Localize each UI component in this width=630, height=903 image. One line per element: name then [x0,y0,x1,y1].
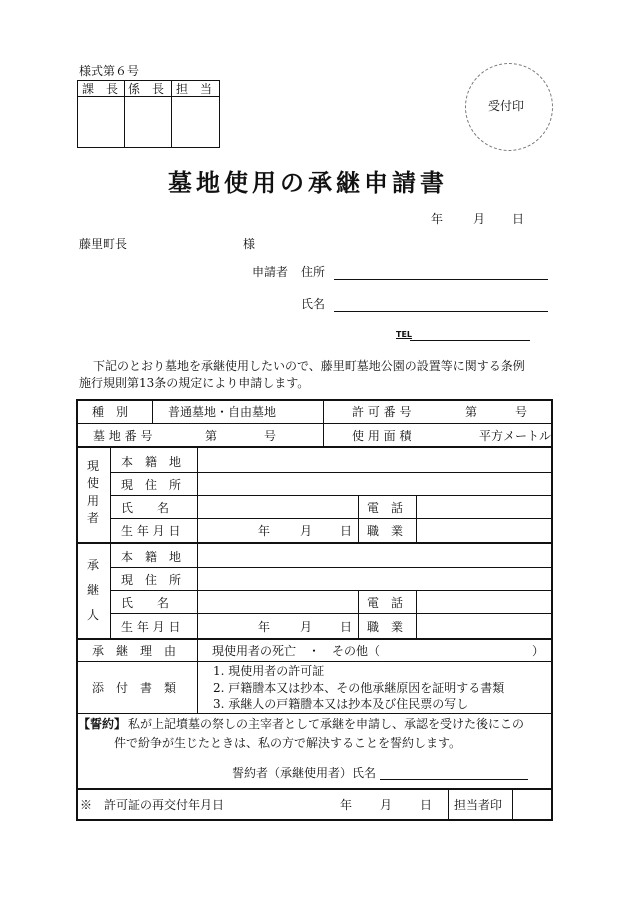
applicant-tel-label: TEL [396,330,413,339]
pledge-line-1: 私が上記墳墓の祭しの主宰者として承継を申請し、承認を受けた後にこの [128,717,525,731]
stamp-header-divider [77,96,220,97]
row-divider [110,590,552,591]
current-job-label: 職 業 [367,524,404,538]
page-title: 墓地使用の承継申請書 [168,168,448,197]
current-user-group-char: 現 [87,459,100,473]
current-birth-year: 年 [258,524,271,538]
successor-birth-year: 年 [258,620,271,634]
col-divider [110,447,111,638]
pledge-label: 【誓約】 [78,717,127,731]
col-divider [323,400,324,446]
applicant-address-label: 住所 [301,265,326,279]
stamp-col-staff: 担 当 [176,82,213,96]
row-divider [77,788,552,790]
current-name-label: 氏 名 [121,501,170,515]
permit-number-label: 許 可 番 号 [352,405,412,419]
col-divider [152,400,153,423]
date-day-label: 日 [512,212,525,226]
successor-birth-label: 生 年 月 日 [121,620,181,634]
current-birth-day: 日 [340,524,353,538]
col-divider [358,495,359,542]
successor-name-label: 氏 名 [121,596,170,610]
current-address-label: 現 住 所 [121,478,182,492]
date-month-label: 月 [473,212,486,226]
current-user-group-char: 用 [87,494,100,508]
addressee-honorific: 様 [243,237,256,251]
permit-number-go: 号 [515,405,528,419]
reissue-officer-label: 担当者印 [454,798,503,812]
area-unit: 平方メートル [479,429,552,443]
successor-birth-month: 月 [300,620,313,634]
row-divider [77,713,552,714]
current-birth-month: 月 [300,524,313,538]
grave-number-dai: 第 [205,429,218,443]
row-divider [77,423,552,424]
intro-line-1: 下記のとおり墓地を承継使用したいので、藤里町墓地公園の設置等に関する条例 [93,359,525,373]
pledge-line-2: 件で紛争が生じたときは、私の方で解決することを誓約します。 [114,736,462,750]
reason-label: 承 継 理 由 [92,644,177,658]
pledge-signer-field[interactable] [380,779,528,780]
area-label: 使 用 面 積 [352,429,412,443]
current-phone-label: 電 話 [367,501,404,515]
successor-group-char: 継 [87,583,100,597]
reason-close-paren: ） [532,644,545,658]
col-divider [448,789,449,820]
successor-group-char: 人 [87,608,100,622]
reissue-year: 年 [340,798,353,812]
row-divider [77,661,552,662]
reissue-month: 月 [380,798,393,812]
successor-address-label: 現 住 所 [121,573,182,587]
applicant-tel-field[interactable] [410,340,530,341]
grave-number-label: 墓 地 番 号 [93,429,153,443]
attachment-item: 2. 戸籍謄本又は抄本、その他承継原因を証明する書類 [213,681,505,695]
successor-job-label: 職 業 [367,620,404,634]
col-divider [512,789,513,820]
stamp-col-divider [124,80,125,148]
addressee-name: 藤里町長 [79,237,128,251]
current-user-group-char: 使 [87,476,100,490]
pledge-signer-label: 誓約者（承継使用者）氏名 [232,766,377,780]
current-birth-label: 生 年 月 日 [121,524,181,538]
row-divider [110,495,552,496]
stamp-col-section-chief: 課 長 [82,82,119,96]
applicant-name-label: 氏名 [301,297,326,311]
row-divider [77,638,552,640]
col-divider [197,447,198,713]
col-divider [416,590,417,638]
successor-domicile-label: 本 籍 地 [121,550,182,564]
receipt-stamp-label: 受付印 [488,99,525,113]
date-year-label: 年 [431,212,444,226]
row-divider [77,542,552,544]
current-domicile-label: 本 籍 地 [121,455,182,469]
col-divider [358,590,359,638]
stamp-col-divider [171,80,172,148]
row-divider [110,567,552,568]
successor-group-char: 承 [87,558,100,572]
applicant-name-field[interactable] [334,311,548,312]
successor-birth-day: 日 [340,620,353,634]
row-divider [110,613,552,614]
stamp-col-subsection-chief: 係 長 [128,82,165,96]
reissue-day: 日 [420,798,433,812]
grave-number-go: 号 [264,429,277,443]
attachment-item: 1. 現使用者の許可証 [213,664,325,678]
row-divider [110,472,552,473]
type-label: 種 別 [92,405,129,419]
row-divider [77,446,552,448]
attachment-item: 3. 承継人の戸籍謄本又は抄本及び住民票の写し [213,697,469,711]
applicant-address-field[interactable] [334,279,548,280]
reason-value[interactable]: 現使用者の死亡 ・ その他（ [212,644,381,658]
applicant-label: 申請者 [252,265,289,279]
permit-number-dai: 第 [465,405,478,419]
form-number: 様式第６号 [79,64,140,78]
col-divider [416,495,417,542]
intro-line-2: 施行規則第13条の規定により申請します。 [79,376,310,390]
type-value[interactable]: 普通墓地・自由墓地 [168,405,277,419]
current-user-group-char: 者 [87,511,100,525]
reissue-label: ※ 許可証の再交付年月日 [80,798,225,812]
row-divider [110,518,552,519]
attachments-label: 添 付 書 類 [92,681,177,695]
successor-phone-label: 電 話 [367,596,404,610]
